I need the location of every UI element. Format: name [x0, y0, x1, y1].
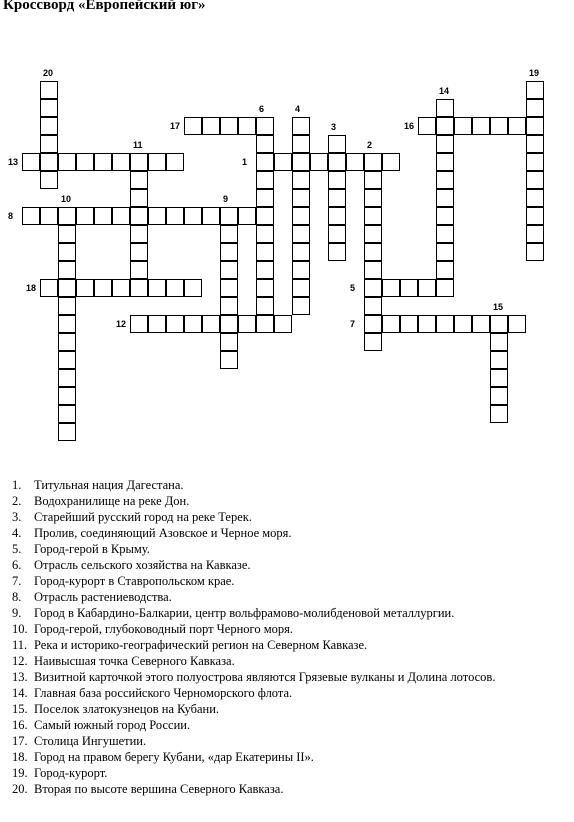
clue-number: 15. [12, 702, 28, 716]
grid-cell[interactable] [256, 297, 274, 315]
grid-cell[interactable] [436, 153, 454, 171]
grid-cell[interactable] [256, 243, 274, 261]
grid-cell[interactable] [382, 315, 400, 333]
clue-item [12, 621, 495, 637]
clue-item [12, 477, 495, 493]
grid-cell[interactable] [526, 135, 544, 153]
clue-item [12, 525, 495, 541]
grid-cell[interactable] [40, 153, 58, 171]
clue-text: Поселок златокузнецов на Кубани. [34, 702, 220, 716]
grid-cell[interactable] [94, 207, 112, 225]
grid-cell[interactable] [328, 207, 346, 225]
clue-text: Титульная нация Дагестана. [34, 478, 184, 492]
word-number-14: 14 [439, 86, 450, 96]
word-number-6: 6 [259, 104, 265, 114]
grid-cell[interactable] [526, 225, 544, 243]
clue-number: 20. [12, 782, 28, 796]
word-number-5: 5 [350, 283, 356, 293]
grid-cell[interactable] [130, 207, 148, 225]
grid-cell[interactable] [328, 189, 346, 207]
grid-cell[interactable] [292, 261, 310, 279]
grid-cell[interactable] [76, 153, 94, 171]
clue-number: 7. [12, 574, 22, 588]
word-number-4: 4 [295, 104, 301, 114]
clue-number: 12. [12, 654, 28, 668]
grid-cell[interactable] [364, 333, 382, 351]
grid-cell[interactable] [112, 153, 130, 171]
grid-cell[interactable] [256, 135, 274, 153]
grid-cell[interactable] [58, 153, 76, 171]
grid-cell[interactable] [130, 243, 148, 261]
grid-cell[interactable] [382, 279, 400, 297]
grid-cell[interactable] [328, 171, 346, 189]
grid-cell[interactable] [436, 207, 454, 225]
clue-text: Город-курорт. [34, 766, 108, 780]
clue-text: Старейший русский город на реке Терек. [34, 510, 252, 524]
clue-text: Пролив, соединяющий Азовское и Черное моря. [34, 526, 292, 540]
clue-number: 10. [12, 622, 28, 636]
grid-cell[interactable] [328, 225, 346, 243]
grid-cell[interactable] [40, 207, 58, 225]
grid-cell[interactable] [526, 207, 544, 225]
word-number-17: 17 [170, 121, 181, 131]
grid-cell[interactable] [58, 423, 76, 441]
grid-cell[interactable] [436, 261, 454, 279]
grid-cell[interactable] [346, 153, 364, 171]
grid-cell[interactable] [364, 171, 382, 189]
grid-cell[interactable] [238, 117, 256, 135]
grid-cell[interactable] [184, 207, 202, 225]
grid-cell[interactable] [310, 153, 328, 171]
grid-cell[interactable] [58, 261, 76, 279]
clue-number: 1. [12, 478, 22, 492]
grid-cell[interactable] [220, 297, 238, 315]
grid-cell[interactable] [526, 171, 544, 189]
grid-cell[interactable] [58, 225, 76, 243]
clue-number: 5. [12, 542, 22, 556]
grid-cell[interactable] [58, 369, 76, 387]
grid-cell[interactable] [328, 153, 346, 171]
clue-item [12, 669, 495, 685]
grid-cell[interactable] [94, 279, 112, 297]
grid-cell[interactable] [508, 315, 526, 333]
grid-cell[interactable] [58, 333, 76, 351]
grid-cell[interactable] [364, 261, 382, 279]
grid-cell[interactable] [166, 207, 184, 225]
grid-cell[interactable] [220, 351, 238, 369]
grid-cell[interactable] [436, 189, 454, 207]
clue-text: Город-герой в Крыму. [34, 542, 150, 556]
grid-cell[interactable] [292, 171, 310, 189]
grid-cell[interactable] [436, 243, 454, 261]
grid-cell[interactable] [148, 315, 166, 333]
clue-item [12, 781, 495, 797]
word-number-10: 10 [61, 194, 72, 204]
grid-cell[interactable] [490, 369, 508, 387]
grid-cell[interactable] [256, 279, 274, 297]
grid-cell[interactable] [292, 225, 310, 243]
grid-cell[interactable] [274, 315, 292, 333]
grid-cell[interactable] [40, 117, 58, 135]
clue-number: 11. [12, 638, 28, 652]
grid-cell[interactable] [202, 315, 220, 333]
grid-cell[interactable] [292, 207, 310, 225]
clue-item [12, 637, 495, 653]
clue-text: Город-курорт в Ставропольском крае. [34, 574, 235, 588]
grid-cell[interactable] [202, 117, 220, 135]
grid-cell[interactable] [58, 351, 76, 369]
grid-cell[interactable] [220, 333, 238, 351]
grid-cell[interactable] [436, 315, 454, 333]
grid-cell[interactable] [112, 279, 130, 297]
grid-cell[interactable] [436, 225, 454, 243]
grid-cell[interactable] [256, 189, 274, 207]
clue-text: Водохранилище на реке Дон. [34, 494, 190, 508]
grid-cell[interactable] [76, 279, 94, 297]
word-number-2: 2 [367, 140, 373, 150]
grid-cell[interactable] [148, 153, 166, 171]
grid-cell[interactable] [22, 153, 40, 171]
grid-cell[interactable] [292, 135, 310, 153]
grid-cell[interactable] [256, 153, 274, 171]
grid-cell[interactable] [490, 405, 508, 423]
clue-item [12, 605, 495, 621]
grid-cell[interactable] [418, 315, 436, 333]
word-number-8: 8 [8, 211, 14, 221]
grid-cell[interactable] [58, 279, 76, 297]
clue-number: 9. [12, 606, 22, 620]
grid-cell[interactable] [292, 117, 310, 135]
clue-item [12, 733, 495, 749]
grid-cell[interactable] [526, 81, 544, 99]
grid-cell[interactable] [220, 279, 238, 297]
clue-text: Город на правом берегу Кубани, «дар Екатерины II». [34, 750, 314, 764]
clue-text: Самый южный город России. [34, 718, 191, 732]
clue-number: 13. [12, 670, 28, 684]
clue-item [12, 589, 495, 605]
grid-cell[interactable] [166, 153, 184, 171]
grid-cell[interactable] [454, 315, 472, 333]
grid-cell[interactable] [526, 99, 544, 117]
clue-text: Город-герой, глубоководный порт Черного моря. [34, 622, 294, 636]
grid-cell[interactable] [292, 189, 310, 207]
clue-item [12, 573, 495, 589]
word-number-13: 13 [8, 157, 19, 167]
clue-number: 19. [12, 766, 28, 780]
grid-cell[interactable] [454, 117, 472, 135]
grid-cell[interactable] [220, 225, 238, 243]
clue-number: 8. [12, 590, 22, 604]
clue-item [12, 493, 495, 509]
grid-cell[interactable] [148, 207, 166, 225]
grid-cell[interactable] [148, 279, 166, 297]
grid-cell[interactable] [400, 279, 418, 297]
grid-cell[interactable] [382, 153, 400, 171]
grid-cell[interactable] [256, 171, 274, 189]
grid-cell[interactable] [184, 117, 202, 135]
clue-item [12, 749, 495, 765]
grid-cell[interactable] [436, 171, 454, 189]
word-number-19: 19 [529, 68, 540, 78]
clue-number: 16. [12, 718, 28, 732]
clue-text: Столица Ингушетии. [34, 734, 147, 748]
grid-cell[interactable] [256, 117, 274, 135]
grid-cell[interactable] [364, 153, 382, 171]
grid-cell[interactable] [184, 279, 202, 297]
clue-item [12, 765, 495, 781]
clue-item [12, 717, 495, 733]
grid-cell[interactable] [418, 279, 436, 297]
grid-cell[interactable] [202, 207, 220, 225]
grid-cell[interactable] [364, 225, 382, 243]
grid-cell[interactable] [526, 153, 544, 171]
clue-text: Отрасль сельского хозяйства на Кавказе. [34, 558, 251, 572]
grid-cell[interactable] [364, 315, 382, 333]
grid-cell[interactable] [58, 207, 76, 225]
grid-cell[interactable] [58, 297, 76, 315]
grid-cell[interactable] [292, 279, 310, 297]
clue-text: Река и историко-географический регион на Северном Кавказе. [34, 638, 368, 652]
grid-cell[interactable] [490, 387, 508, 405]
grid-cell[interactable] [40, 171, 58, 189]
grid-cell[interactable] [472, 315, 490, 333]
grid-cell[interactable] [130, 279, 148, 297]
grid-cell[interactable] [490, 333, 508, 351]
clue-item [12, 685, 495, 701]
grid-cell[interactable] [364, 189, 382, 207]
grid-cell[interactable] [40, 279, 58, 297]
grid-cell[interactable] [58, 387, 76, 405]
crossword-title: Кроссворд «Европейский юг» [3, 0, 206, 13]
grid-cell[interactable] [40, 81, 58, 99]
clue-number: 6. [12, 558, 22, 572]
grid-cell[interactable] [292, 243, 310, 261]
grid-cell[interactable] [184, 315, 202, 333]
clue-text: Отрасль растениеводства. [34, 590, 172, 604]
grid-cell[interactable] [238, 207, 256, 225]
grid-cell[interactable] [166, 315, 184, 333]
clue-number: 4. [12, 526, 22, 540]
clue-item [12, 557, 495, 573]
grid-cell[interactable] [220, 243, 238, 261]
grid-cell[interactable] [436, 135, 454, 153]
grid-cell[interactable] [220, 315, 238, 333]
word-number-16: 16 [404, 121, 415, 131]
grid-cell[interactable] [130, 261, 148, 279]
word-number-9: 9 [223, 194, 229, 204]
grid-cell[interactable] [256, 315, 274, 333]
grid-cell[interactable] [238, 315, 256, 333]
word-number-3: 3 [331, 122, 337, 132]
grid-cell[interactable] [130, 189, 148, 207]
grid-cell[interactable] [490, 315, 508, 333]
clue-item [12, 701, 495, 717]
grid-cell[interactable] [364, 207, 382, 225]
clue-text: Город в Кабардино-Балкарии, центр вольфрамово-молибденовой металлургии. [34, 606, 455, 620]
grid-cell[interactable] [292, 297, 310, 315]
grid-cell[interactable] [472, 117, 490, 135]
grid-cell[interactable] [220, 117, 238, 135]
grid-cell[interactable] [220, 261, 238, 279]
clue-text: Вторая по высоте вершина Северного Кавказа. [34, 782, 284, 796]
grid-cell[interactable] [490, 117, 508, 135]
clue-number: 17. [12, 734, 28, 748]
word-number-1: 1 [242, 157, 248, 167]
grid-cell[interactable] [58, 243, 76, 261]
grid-cell[interactable] [292, 153, 310, 171]
grid-cell[interactable] [274, 153, 292, 171]
grid-cell[interactable] [256, 225, 274, 243]
grid-cell[interactable] [256, 261, 274, 279]
word-number-7: 7 [350, 319, 356, 329]
grid-cell[interactable] [220, 207, 238, 225]
clue-item [12, 541, 495, 557]
grid-cell[interactable] [364, 243, 382, 261]
grid-cell[interactable] [526, 189, 544, 207]
clue-number: 3. [12, 510, 22, 524]
grid-cell[interactable] [508, 117, 526, 135]
grid-cell[interactable] [364, 297, 382, 315]
clue-number: 14. [12, 686, 28, 700]
grid-cell[interactable] [112, 207, 130, 225]
grid-cell[interactable] [40, 99, 58, 117]
grid-cell[interactable] [130, 171, 148, 189]
clue-text: Главная база российского Черноморского флота. [34, 686, 293, 700]
grid-cell[interactable] [526, 243, 544, 261]
word-number-11: 11 [133, 140, 143, 150]
clue-text: Наивысшая точка Северного Кавказа. [34, 654, 235, 668]
clue-text: Визитной карточкой этого полуострова являются Грязевые вулканы и Долина лотосов. [34, 670, 496, 684]
grid-cell[interactable] [418, 117, 436, 135]
clue-number: 2. [12, 494, 22, 508]
grid-cell[interactable] [94, 153, 112, 171]
grid-cell[interactable] [76, 207, 94, 225]
grid-cell[interactable] [436, 117, 454, 135]
grid-cell[interactable] [130, 153, 148, 171]
grid-cell[interactable] [166, 279, 184, 297]
grid-cell[interactable] [130, 315, 148, 333]
clue-list [12, 477, 495, 797]
grid-cell[interactable] [436, 279, 454, 297]
clue-item [12, 653, 495, 669]
grid-cell[interactable] [58, 405, 76, 423]
word-number-12: 12 [116, 319, 127, 329]
grid-cell[interactable] [130, 225, 148, 243]
word-number-18: 18 [26, 283, 37, 293]
grid-cell[interactable] [526, 117, 544, 135]
word-number-15: 15 [493, 302, 504, 312]
grid-cell[interactable] [490, 351, 508, 369]
grid-cell[interactable] [364, 279, 382, 297]
grid-cell[interactable] [22, 207, 40, 225]
grid-cell[interactable] [400, 315, 418, 333]
grid-cell[interactable] [256, 207, 274, 225]
grid-cell[interactable] [436, 99, 454, 117]
grid-cell[interactable] [328, 135, 346, 153]
grid-cell[interactable] [58, 315, 76, 333]
grid-cell[interactable] [328, 243, 346, 261]
clue-item [12, 509, 495, 525]
grid-cell[interactable] [40, 135, 58, 153]
clue-number: 18. [12, 750, 28, 764]
word-number-20: 20 [43, 68, 54, 78]
